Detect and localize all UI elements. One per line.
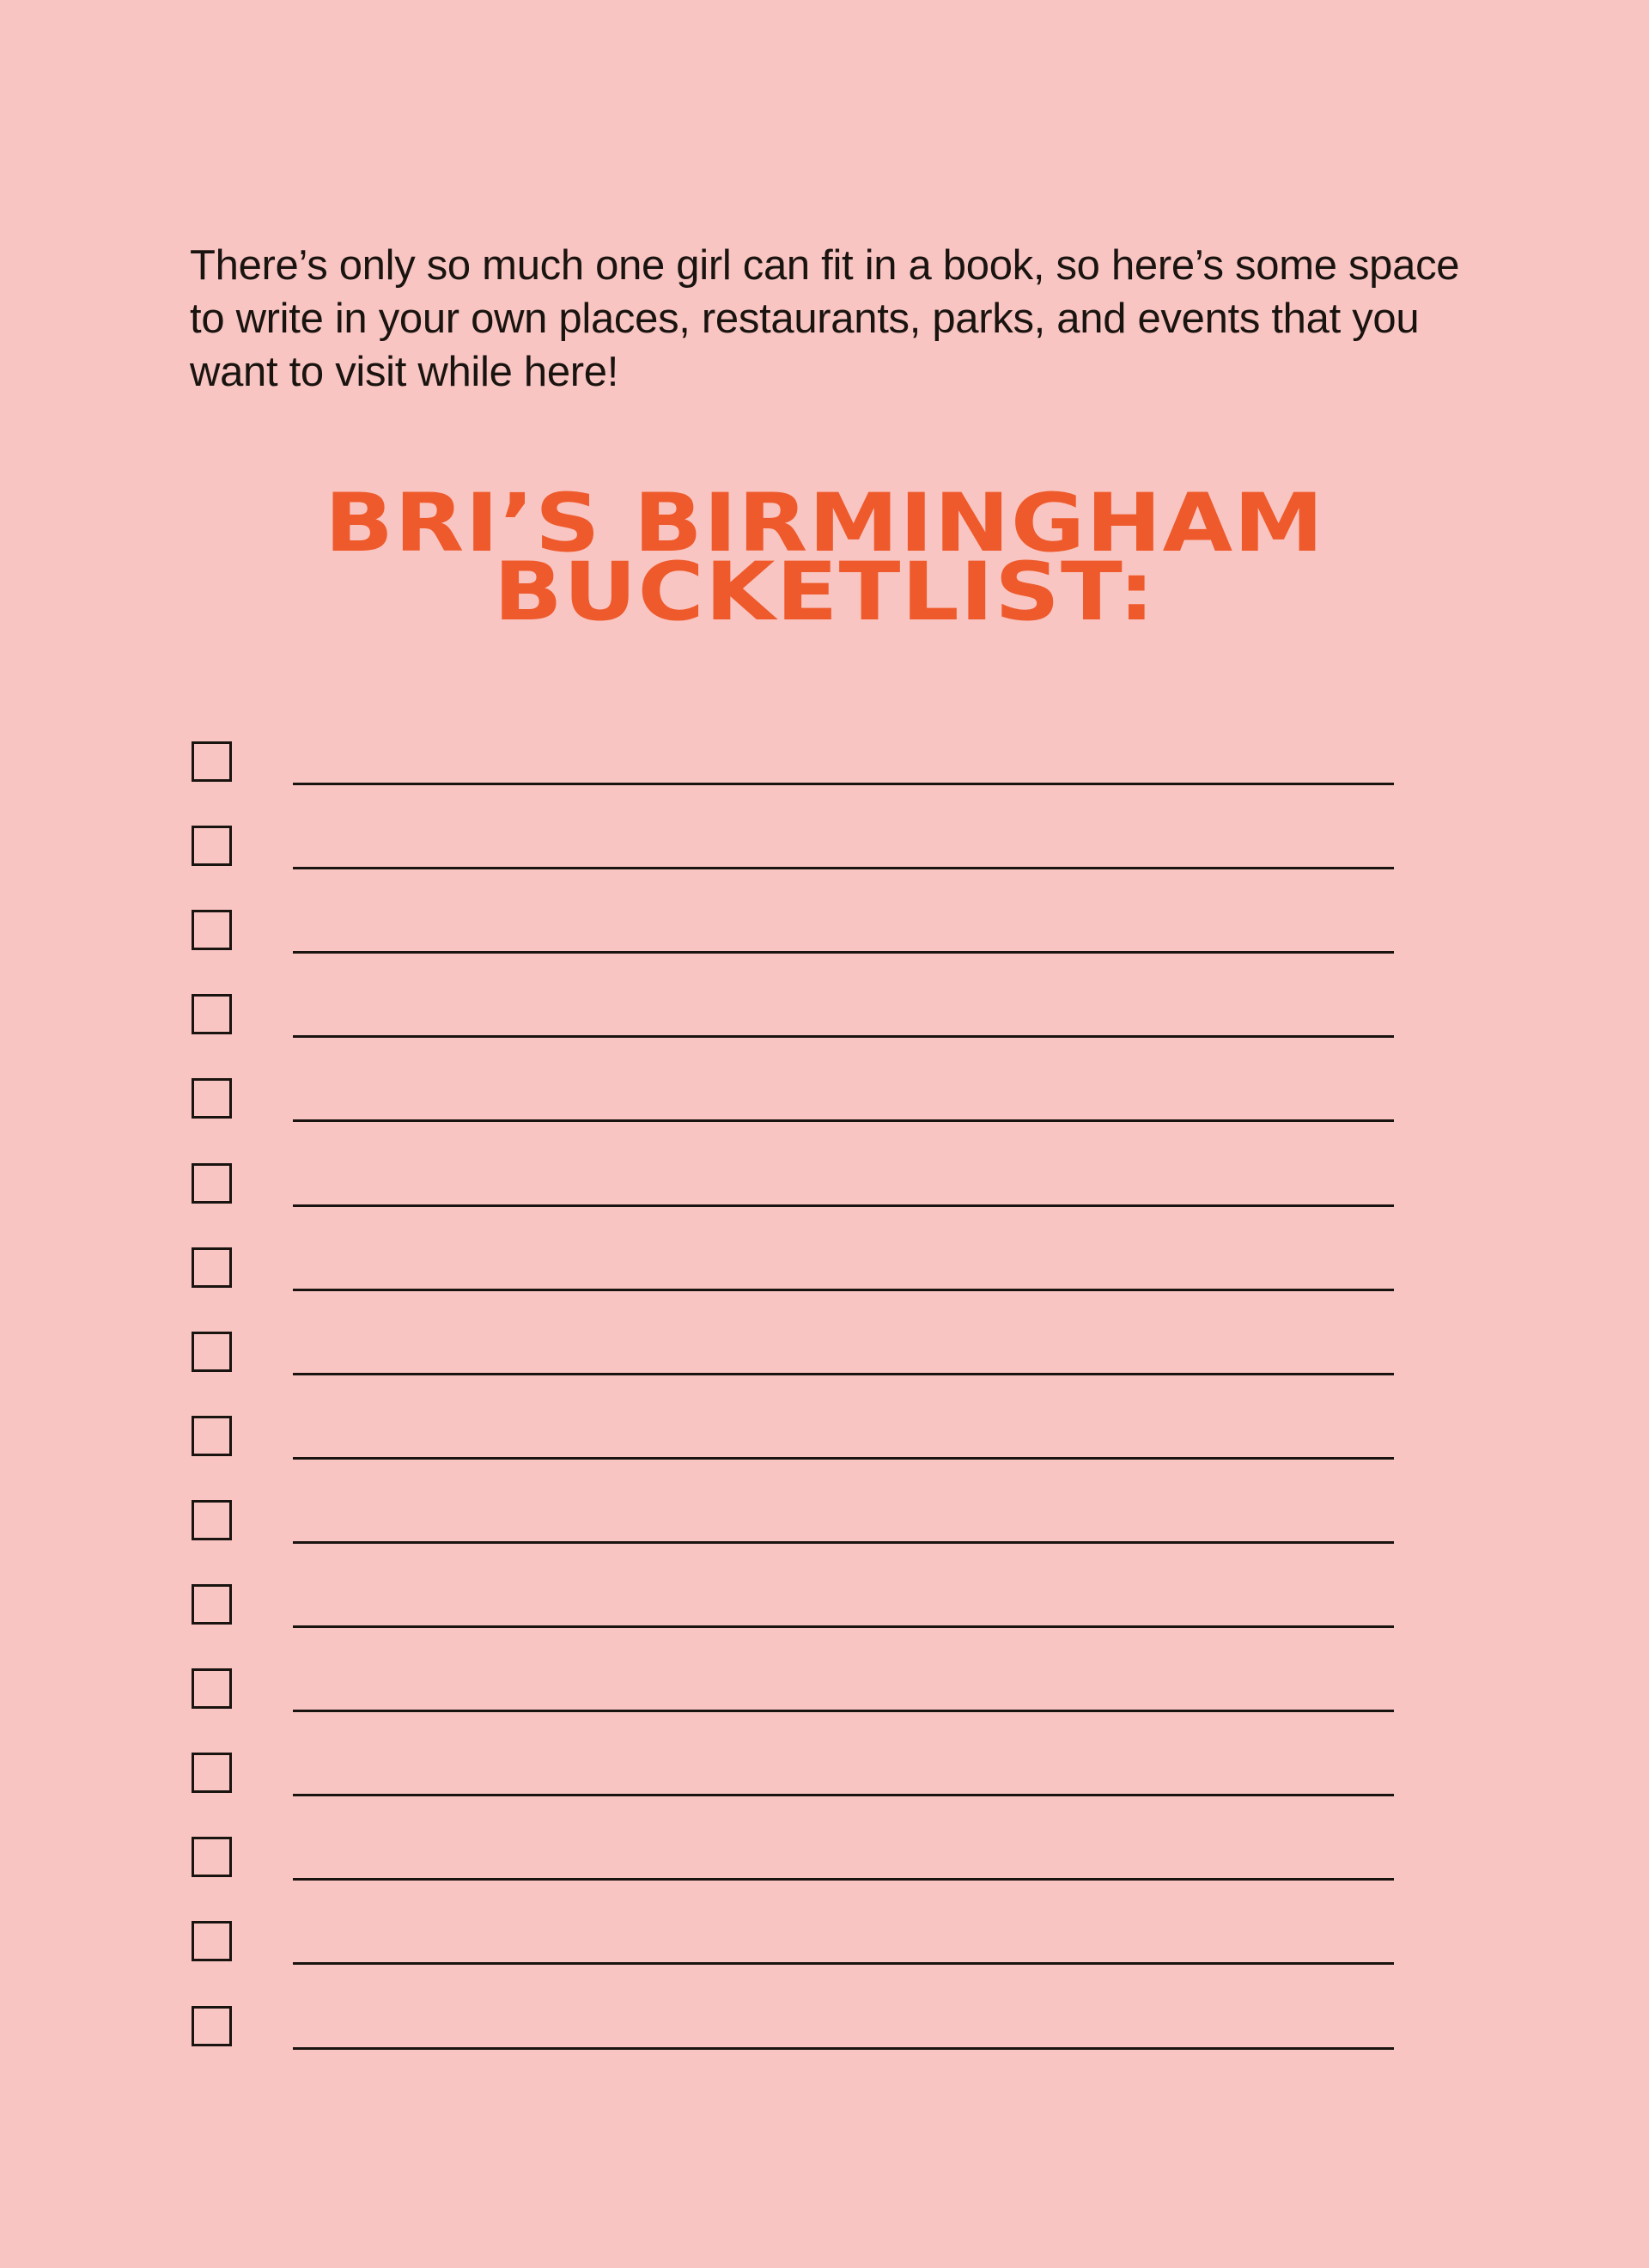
checkbox[interactable] — [192, 1753, 232, 1793]
checklist-item — [192, 910, 1394, 961]
checklist-item — [192, 1500, 1394, 1552]
intro-paragraph: There’s only so much one girl can fit in a book, so here’s some space to write in your own places, restaurants, parks, and events that you want to visit while here! — [190, 242, 1460, 395]
write-in-line[interactable] — [293, 951, 1394, 954]
checklist-item — [192, 1163, 1394, 1215]
title-line-1: BRI’S BIRMINGHAM — [324, 477, 1325, 570]
write-in-line[interactable] — [293, 1289, 1394, 1291]
write-in-line[interactable] — [293, 1962, 1394, 1965]
checkbox[interactable] — [192, 1332, 232, 1372]
write-in-line[interactable] — [293, 2047, 1394, 2050]
write-in-line[interactable] — [293, 1878, 1394, 1881]
write-in-line[interactable] — [293, 867, 1394, 869]
checklist-item — [192, 1247, 1394, 1299]
write-in-line[interactable] — [293, 1794, 1394, 1796]
checklist-item — [192, 1332, 1394, 1383]
checkbox[interactable] — [192, 910, 232, 950]
checklist-item — [192, 1837, 1394, 1888]
checkbox[interactable] — [192, 1247, 232, 1288]
checklist-item — [192, 1584, 1394, 1636]
checkbox[interactable] — [192, 2006, 232, 2046]
write-in-line[interactable] — [293, 1035, 1394, 1038]
checkbox[interactable] — [192, 1837, 232, 1877]
write-in-line[interactable] — [293, 1204, 1394, 1207]
checklist-item — [192, 741, 1394, 793]
checkbox[interactable] — [192, 741, 232, 782]
checkbox[interactable] — [192, 994, 232, 1034]
checkbox[interactable] — [192, 1921, 232, 1961]
write-in-line[interactable] — [293, 1457, 1394, 1460]
write-in-line[interactable] — [293, 1625, 1394, 1628]
checkbox[interactable] — [192, 1584, 232, 1625]
checkbox[interactable] — [192, 1500, 232, 1540]
checklist-item — [192, 1416, 1394, 1467]
checklist-item — [192, 2006, 1394, 2058]
write-in-line[interactable] — [293, 1373, 1394, 1375]
checkbox[interactable] — [192, 1416, 232, 1456]
checkbox[interactable] — [192, 1078, 232, 1119]
checklist-item — [192, 1753, 1394, 1804]
checklist-item — [192, 1668, 1394, 1720]
write-in-line[interactable] — [293, 1119, 1394, 1122]
write-in-line[interactable] — [293, 1710, 1394, 1712]
checklist-item — [192, 994, 1394, 1046]
checklist-item — [192, 1921, 1394, 1972]
checklist-item — [192, 1078, 1394, 1130]
checkbox[interactable] — [192, 826, 232, 866]
write-in-line[interactable] — [293, 1541, 1394, 1544]
checklist-item — [192, 826, 1394, 877]
title-line-2: BUCKETLIST: — [493, 546, 1156, 639]
checkbox[interactable] — [192, 1163, 232, 1204]
write-in-line[interactable] — [293, 783, 1394, 785]
checkbox[interactable] — [192, 1668, 232, 1709]
